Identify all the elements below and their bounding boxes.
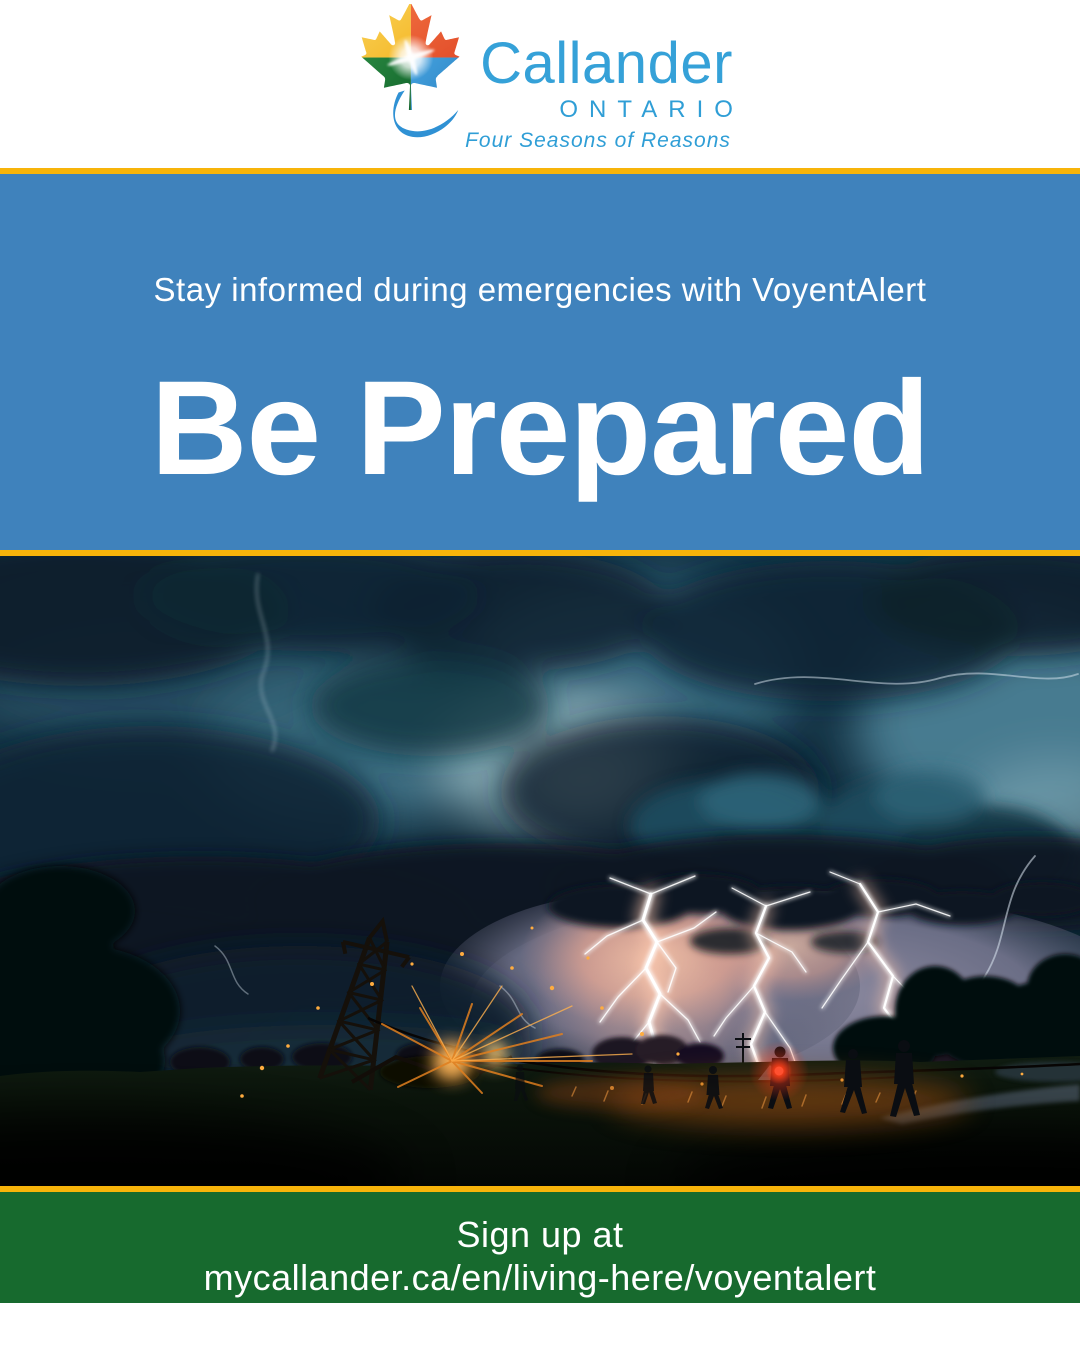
bottom-margin xyxy=(0,1303,1080,1350)
maple-leaf-icon xyxy=(347,4,481,144)
ground-field xyxy=(0,1056,1080,1186)
logo-wordmark: Callander xyxy=(480,31,733,96)
callander-logo xyxy=(347,4,744,154)
hero-kicker: Stay informed during emergencies with VoyentAlert xyxy=(153,271,927,308)
storm-photo-illustration xyxy=(0,556,1080,1186)
hero-band xyxy=(0,174,1080,550)
signup-url[interactable]: mycallander.ca/en/living-here/voyentalert xyxy=(203,1257,877,1298)
logo-region: ONTARIO xyxy=(559,96,744,123)
hero-title: Be Prepared xyxy=(150,354,930,503)
leaf-stem-swoosh xyxy=(393,90,458,137)
logo-tagline: Four Seasons of Reasons xyxy=(465,129,731,152)
signup-label: Sign up at xyxy=(456,1214,624,1255)
logo-text xyxy=(465,31,744,154)
footer-band xyxy=(0,1192,1080,1303)
storm-photo xyxy=(0,556,1080,1186)
header xyxy=(0,0,1080,168)
